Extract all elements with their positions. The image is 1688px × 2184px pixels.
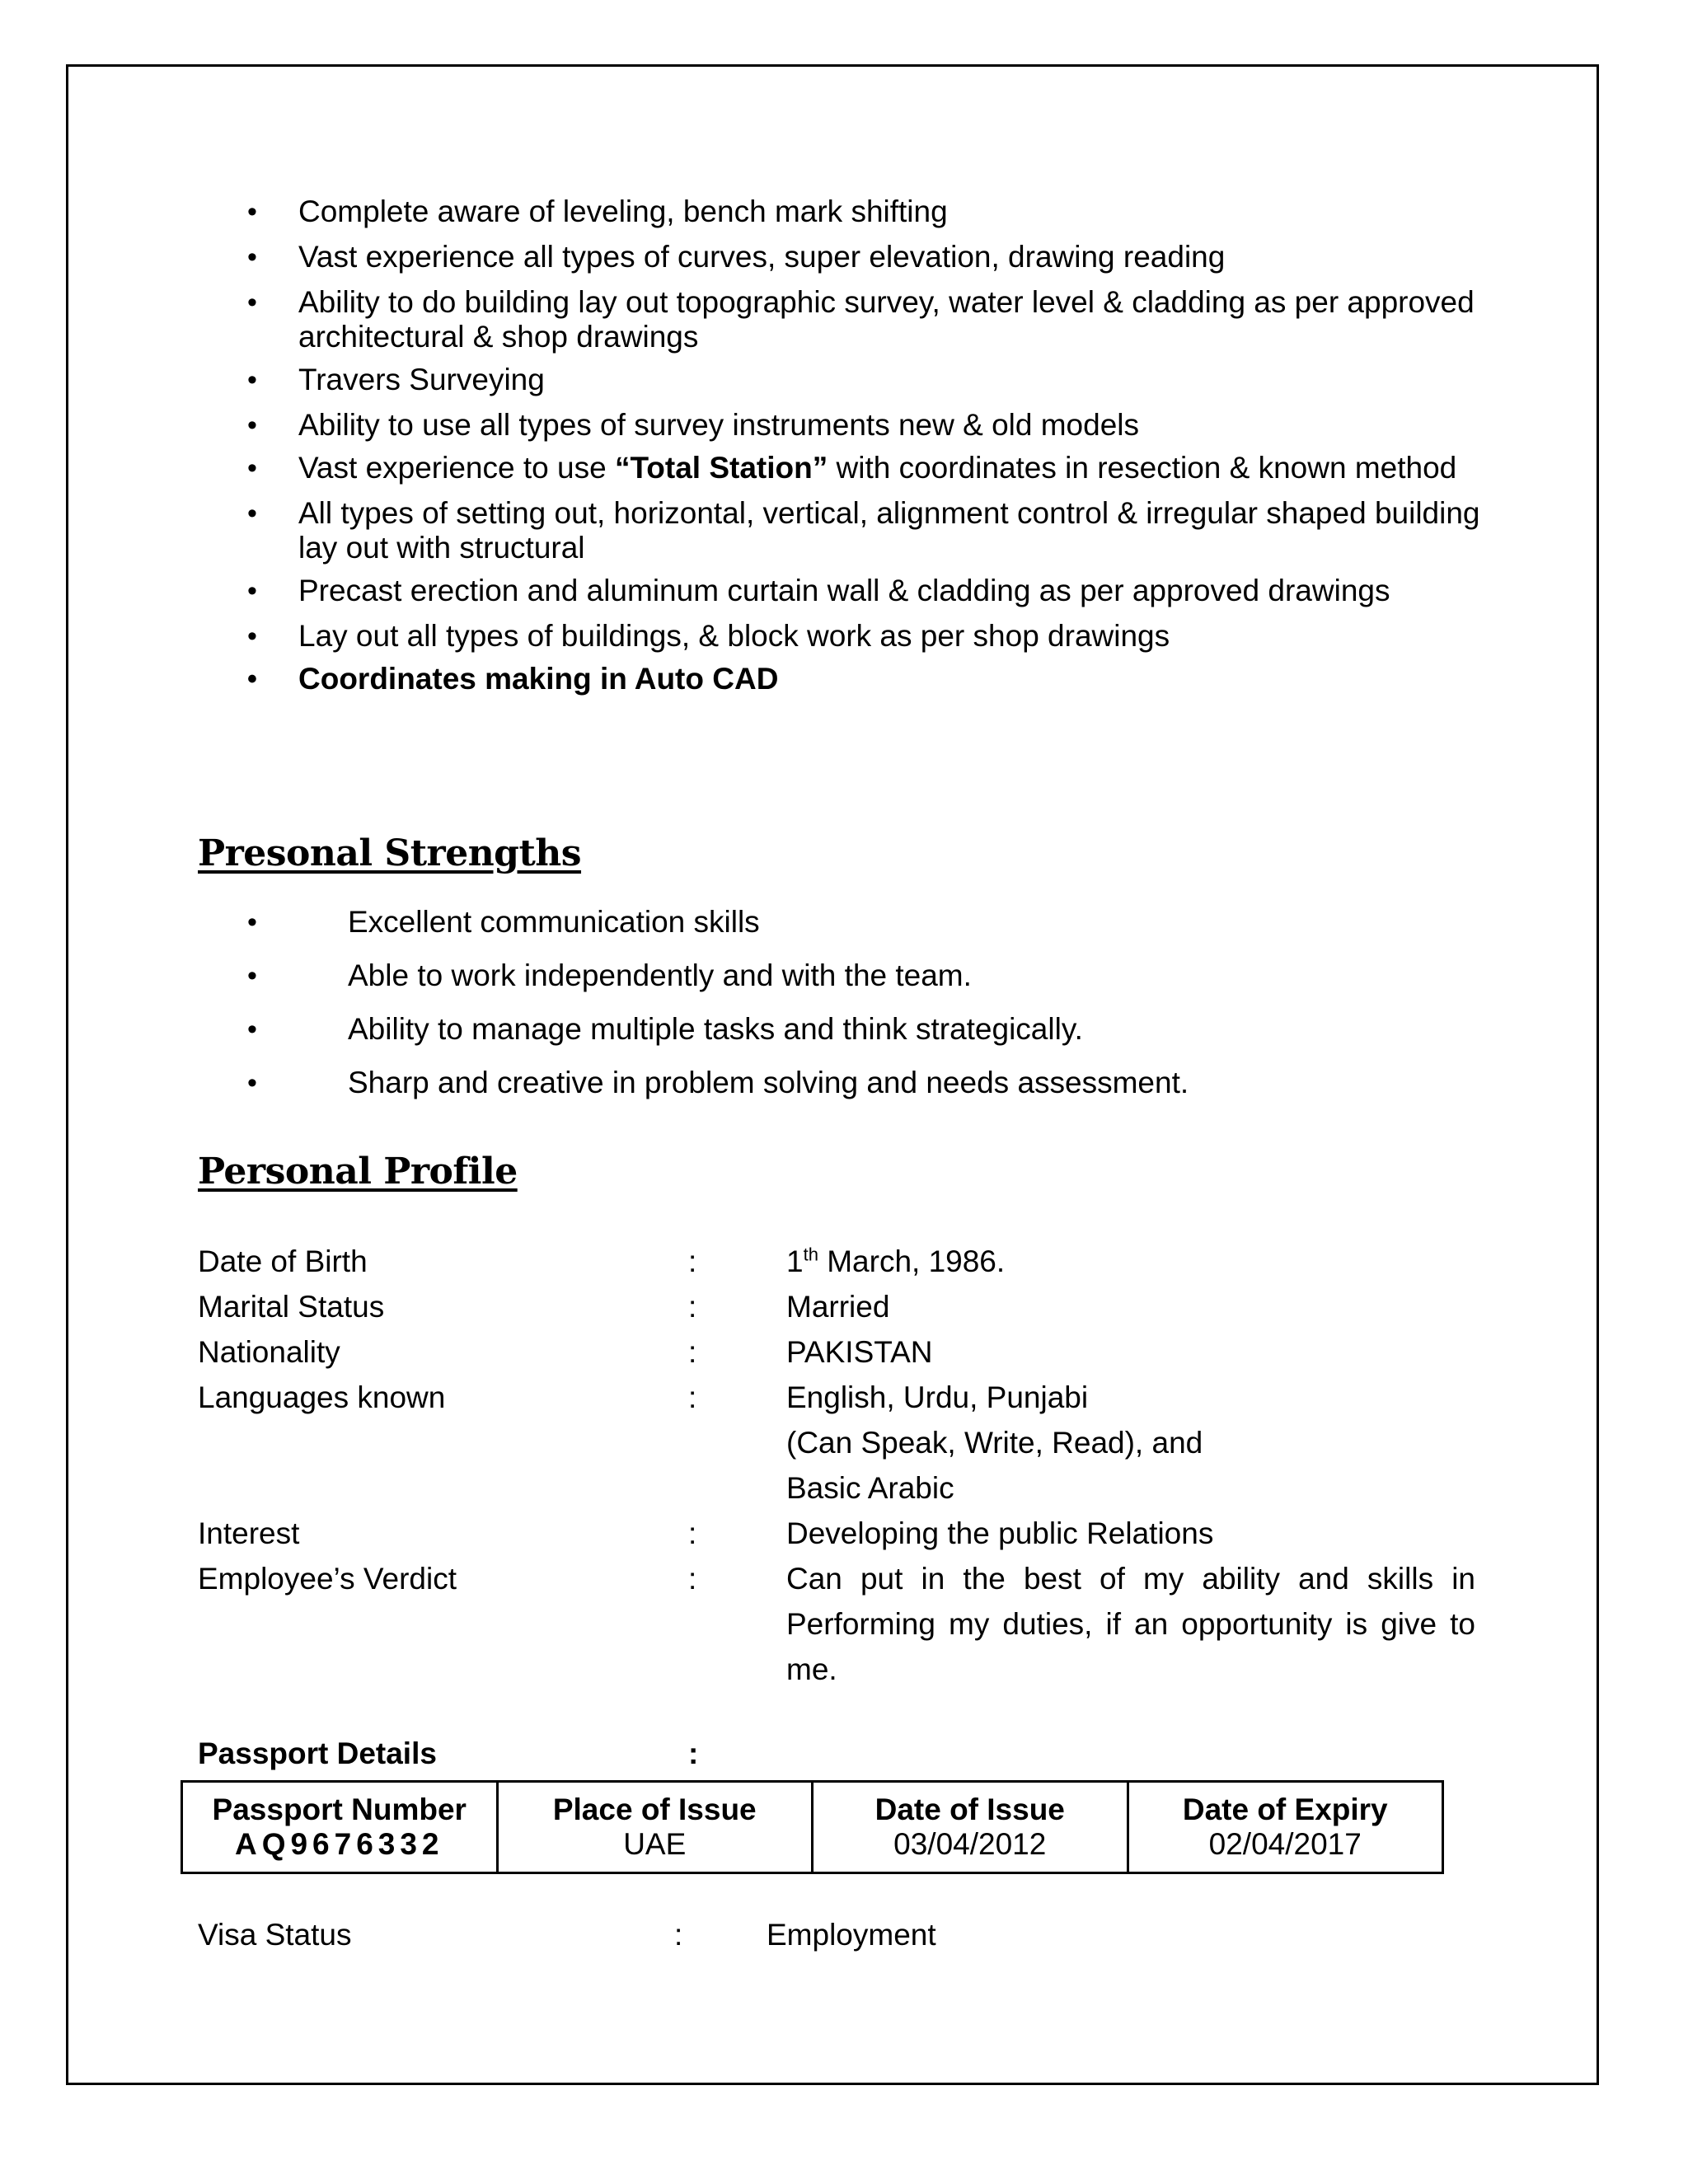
visa-status-label: Visa Status (198, 1918, 352, 1952)
marital-label: Marital Status (198, 1290, 385, 1324)
colon: : (688, 1244, 697, 1278)
verdict-row (198, 1556, 1500, 1692)
skill-item: • Lay out all types of buildings, & block work as per shop drawings (247, 619, 1500, 654)
skills-list (247, 194, 1500, 696)
skill-item: • Ability to use all types of survey instruments new & old models (247, 408, 1500, 443)
interest-label: Interest (198, 1516, 300, 1550)
interest-row (198, 1511, 1500, 1556)
passport-number-value: AQ9676332 (182, 1827, 498, 1873)
colon: : (688, 1380, 697, 1414)
strength-item: • Ability to manage multiple tasks and think strategically. (247, 1012, 1484, 1047)
skill-item: • Coordinates making in Auto CAD (247, 662, 1500, 696)
colon: : (688, 1335, 697, 1369)
skill-item: • Travers Surveying (247, 363, 1500, 397)
languages-label: Languages known (198, 1380, 446, 1414)
languages-value (786, 1375, 1475, 1511)
languages-row (198, 1375, 1500, 1511)
verdict-label: Employee’s Verdict (198, 1562, 457, 1596)
strength-item: • Excellent communication skills (247, 905, 1484, 940)
dob-value: 1th March, 1986. (786, 1244, 1006, 1278)
place-of-issue-value: UAE (497, 1827, 813, 1873)
skill-item: • Vast experience all types of curves, super elevation, drawing reading (247, 240, 1500, 274)
colon: : (688, 1516, 697, 1550)
visa-status-value: Employment (767, 1918, 936, 1952)
passport-table (181, 1780, 1444, 1874)
strength-item: • Able to work independently and with the team. (247, 958, 1484, 993)
nationality-label: Nationality (198, 1335, 340, 1369)
total-station-emphasis: “Total Station” (614, 451, 828, 485)
nationality-row (198, 1329, 1500, 1375)
visa-status-row (198, 1912, 1500, 1957)
dob-row (198, 1239, 1500, 1284)
skill-item: • Ability to do building lay out topographic survey, water level & cladding as per approved architectural & shop drawings (247, 285, 1500, 354)
languages-line: English, Urdu, Punjabi (786, 1380, 1089, 1414)
languages-line: (Can Speak, Write, Read), and (786, 1426, 1203, 1460)
skill-item (247, 451, 1500, 485)
skill-item: • All types of setting out, horizontal, vertical, alignment control & irregular shaped building lay out with structural (247, 496, 1500, 565)
skill-item: • Complete aware of leveling, bench mark shifting (247, 194, 1500, 229)
languages-line: Basic Arabic (786, 1471, 954, 1505)
strength-item: • Sharp and creative in problem solving and needs assessment. (247, 1066, 1484, 1100)
colon: : (688, 1562, 697, 1596)
passport-details-label: Passport Details (198, 1736, 437, 1770)
passport-header-row (182, 1782, 1443, 1828)
passport-value-row (182, 1827, 1443, 1873)
date-of-expiry-value: 02/04/2017 (1128, 1827, 1443, 1873)
profile-details (198, 1239, 1500, 1692)
colon: : (688, 1290, 697, 1324)
interest-value: Developing the public Relations (786, 1516, 1214, 1550)
colon: : (688, 1736, 699, 1770)
date-of-expiry-header: Date of Expiry (1128, 1782, 1443, 1828)
verdict-value: Can put in the best of my ability and skills in Performing my duties, if an opportunity is give to me. (786, 1562, 1475, 1686)
skill-item: • Precast erection and aluminum curtain wall & cladding as per approved drawings (247, 574, 1500, 608)
passport-number-header: Passport Number (182, 1782, 498, 1828)
dob-label: Date of Birth (198, 1244, 368, 1278)
profile-heading: Personal Profile (198, 1151, 518, 1193)
strengths-list (247, 905, 1484, 1119)
marital-row (198, 1284, 1500, 1329)
strengths-heading: Presonal Strengths (198, 832, 582, 874)
place-of-issue-header: Place of Issue (497, 1782, 813, 1828)
skill-item-text: Vast experience to use (298, 451, 615, 485)
skill-item-text: with coordinates in resection & known method (828, 451, 1457, 485)
nationality-value: PAKISTAN (786, 1335, 933, 1369)
date-of-issue-value: 03/04/2012 (813, 1827, 1128, 1873)
marital-value: Married (786, 1290, 890, 1324)
date-of-issue-header: Date of Issue (813, 1782, 1128, 1828)
colon: : (674, 1918, 683, 1952)
